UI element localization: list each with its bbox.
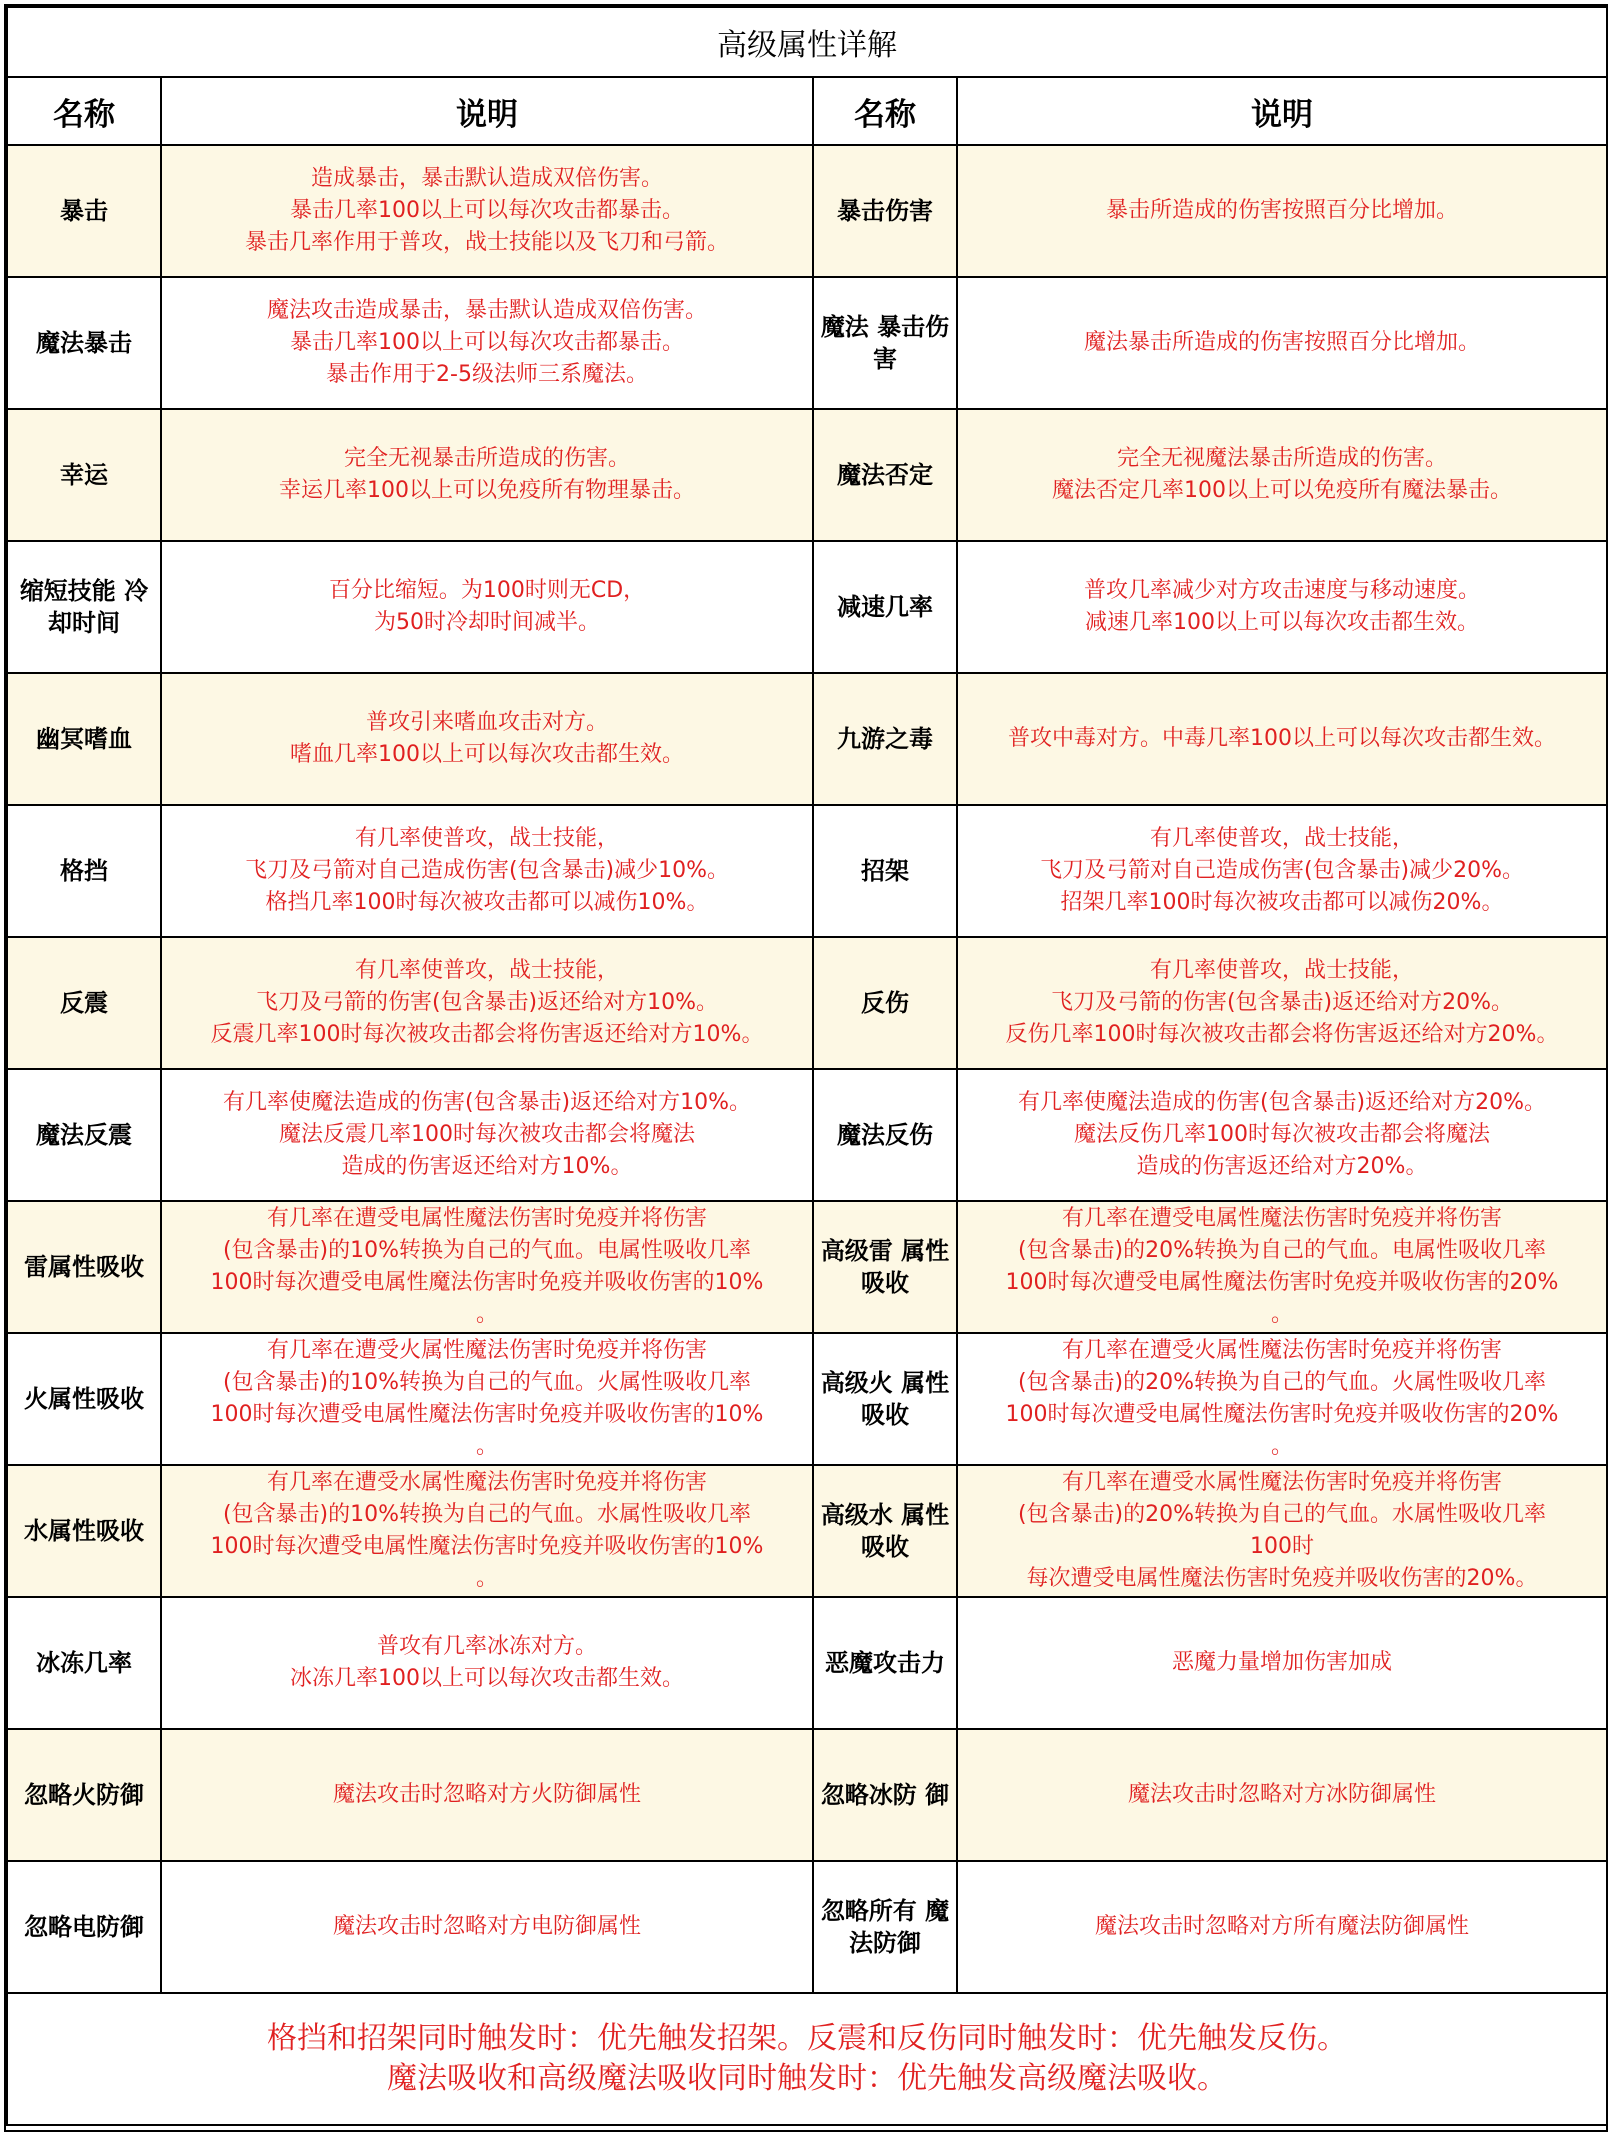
attr-name: 魔法 暴击伤害 <box>813 277 957 409</box>
header-desc-1: 说明 <box>161 77 813 145</box>
attr-name: 忽略电防御 <box>7 1861 161 1993</box>
attr-desc: 魔法暴击所造成的伤害按照百分比增加。 <box>957 277 1607 409</box>
attr-name: 魔法暴击 <box>7 277 161 409</box>
attr-name: 幽冥嗜血 <box>7 673 161 805</box>
table-row <box>7 1333 1607 1465</box>
footer-note: 格挡和招架同时触发时：优先触发招架。反震和反伤同时触发时：优先触发反伤。 魔法吸收和高级魔法吸收同时触发时：优先触发高级魔法吸收。 <box>7 1993 1607 2125</box>
attr-desc: 有几率在遭受电属性魔法伤害时免疫并将伤害 (包含暴击)的10%转换为自己的气血。电属性吸收几率 100时每次遭受电属性魔法伤害时免疫并吸收伤害的10% 。 <box>161 1201 813 1333</box>
table-row <box>7 541 1607 673</box>
attr-name: 忽略火防御 <box>7 1729 161 1861</box>
attr-name: 水属性吸收 <box>7 1465 161 1597</box>
table-row <box>7 673 1607 805</box>
attr-desc: 有几率使普攻，战士技能， 飞刀及弓箭的伤害(包含暴击)返还给对方20%。 反伤几率100时每次被攻击都会将伤害返还给对方20%。 <box>957 937 1607 1069</box>
attr-desc: 魔法攻击时忽略对方火防御属性 <box>161 1729 813 1861</box>
attribute-table-container <box>4 4 1608 2132</box>
attr-desc: 有几率在遭受火属性魔法伤害时免疫并将伤害 (包含暴击)的20%转换为自己的气血。火属性吸收几率 100时每次遭受电属性魔法伤害时免疫并吸收伤害的20% 。 <box>957 1333 1607 1465</box>
attr-name: 招架 <box>813 805 957 937</box>
attr-desc: 有几率在遭受火属性魔法伤害时免疫并将伤害 (包含暴击)的10%转换为自己的气血。火属性吸收几率 100时每次遭受电属性魔法伤害时免疫并吸收伤害的10% 。 <box>161 1333 813 1465</box>
attr-name: 忽略冰防 御 <box>813 1729 957 1861</box>
attr-desc: 普攻几率减少对方攻击速度与移动速度。 减速几率100以上可以每次攻击都生效。 <box>957 541 1607 673</box>
attr-desc: 完全无视魔法暴击所造成的伤害。 魔法否定几率100以上可以免疫所有魔法暴击。 <box>957 409 1607 541</box>
attr-desc: 魔法攻击时忽略对方电防御属性 <box>161 1861 813 1993</box>
table-row <box>7 1069 1607 1201</box>
attr-name: 高级火 属性吸收 <box>813 1333 957 1465</box>
attr-name: 暴击 <box>7 145 161 277</box>
attr-desc: 魔法攻击时忽略对方所有魔法防御属性 <box>957 1861 1607 1993</box>
attr-name: 九游之毒 <box>813 673 957 805</box>
attr-desc: 暴击所造成的伤害按照百分比增加。 <box>957 145 1607 277</box>
attr-desc: 魔法攻击造成暴击，暴击默认造成双倍伤害。 暴击几率100以上可以每次攻击都暴击。 暴击作用于2-5级法师三系魔法。 <box>161 277 813 409</box>
attr-name: 雷属性吸收 <box>7 1201 161 1333</box>
attr-desc: 恶魔力量增加伤害加成 <box>957 1597 1607 1729</box>
table-row <box>7 277 1607 409</box>
table-row <box>7 1597 1607 1729</box>
attr-desc: 百分比缩短。为100时则无CD， 为50时冷却时间减半。 <box>161 541 813 673</box>
header-name-2: 名称 <box>813 77 957 145</box>
attr-desc: 有几率使魔法造成的伤害(包含暴击)返还给对方10%。 魔法反震几率100时每次被攻击都会将魔法 造成的伤害返还给对方10%。 <box>161 1069 813 1201</box>
attr-name: 火属性吸收 <box>7 1333 161 1465</box>
attr-name: 恶魔攻击力 <box>813 1597 957 1729</box>
attr-name: 幸运 <box>7 409 161 541</box>
table-row <box>7 1861 1607 1993</box>
table-row <box>7 409 1607 541</box>
table-row <box>7 1729 1607 1861</box>
attr-name: 暴击伤害 <box>813 145 957 277</box>
table-row <box>7 937 1607 1069</box>
table-row <box>7 1201 1607 1333</box>
attr-name: 冰冻几率 <box>7 1597 161 1729</box>
attr-desc: 普攻引来嗜血攻击对方。 嗜血几率100以上可以每次攻击都生效。 <box>161 673 813 805</box>
attr-desc: 有几率使普攻，战士技能， 飞刀及弓箭对自己造成伤害(包含暴击)减少10%。 格挡几率100时每次被攻击都可以减伤10%。 <box>161 805 813 937</box>
table-row <box>7 1465 1607 1597</box>
attr-desc: 有几率使普攻，战士技能， 飞刀及弓箭对自己造成伤害(包含暴击)减少20%。 招架几率100时每次被攻击都可以减伤20%。 <box>957 805 1607 937</box>
attr-name: 反震 <box>7 937 161 1069</box>
attr-desc: 造成暴击，暴击默认造成双倍伤害。 暴击几率100以上可以每次攻击都暴击。 暴击几率作用于普攻，战士技能以及飞刀和弓箭。 <box>161 145 813 277</box>
attr-name: 魔法反震 <box>7 1069 161 1201</box>
attr-name: 忽略所有 魔法防御 <box>813 1861 957 1993</box>
attr-desc: 完全无视暴击所造成的伤害。 幸运几率100以上可以免疫所有物理暴击。 <box>161 409 813 541</box>
attr-name: 缩短技能 冷却时间 <box>7 541 161 673</box>
table-title: 高级属性详解 <box>7 7 1607 77</box>
attr-name: 魔法否定 <box>813 409 957 541</box>
table-row <box>7 145 1607 277</box>
attr-name: 减速几率 <box>813 541 957 673</box>
header-name-1: 名称 <box>7 77 161 145</box>
attr-name: 魔法反伤 <box>813 1069 957 1201</box>
attr-name: 格挡 <box>7 805 161 937</box>
attribute-table <box>6 6 1608 2126</box>
attr-desc: 有几率在遭受水属性魔法伤害时免疫并将伤害 (包含暴击)的20%转换为自己的气血。水属性吸收几率 100时 每次遭受电属性魔法伤害时免疫并吸收伤害的20%。 <box>957 1465 1607 1597</box>
attr-name: 高级雷 属性吸收 <box>813 1201 957 1333</box>
attr-name: 高级水 属性吸收 <box>813 1465 957 1597</box>
attr-desc: 有几率使魔法造成的伤害(包含暴击)返还给对方20%。 魔法反伤几率100时每次被攻击都会将魔法 造成的伤害返还给对方20%。 <box>957 1069 1607 1201</box>
header-desc-2: 说明 <box>957 77 1607 145</box>
attr-desc: 普攻中毒对方。中毒几率100以上可以每次攻击都生效。 <box>957 673 1607 805</box>
table-row <box>7 805 1607 937</box>
attr-name: 反伤 <box>813 937 957 1069</box>
attr-desc: 普攻有几率冰冻对方。 冰冻几率100以上可以每次攻击都生效。 <box>161 1597 813 1729</box>
attr-desc: 有几率在遭受电属性魔法伤害时免疫并将伤害 (包含暴击)的20%转换为自己的气血。电属性吸收几率 100时每次遭受电属性魔法伤害时免疫并吸收伤害的20% 。 <box>957 1201 1607 1333</box>
attr-desc: 有几率在遭受水属性魔法伤害时免疫并将伤害 (包含暴击)的10%转换为自己的气血。水属性吸收几率 100时每次遭受电属性魔法伤害时免疫并吸收伤害的10% 。 <box>161 1465 813 1597</box>
attr-desc: 有几率使普攻，战士技能， 飞刀及弓箭的伤害(包含暴击)返还给对方10%。 反震几率100时每次被攻击都会将伤害返还给对方10%。 <box>161 937 813 1069</box>
attr-desc: 魔法攻击时忽略对方冰防御属性 <box>957 1729 1607 1861</box>
